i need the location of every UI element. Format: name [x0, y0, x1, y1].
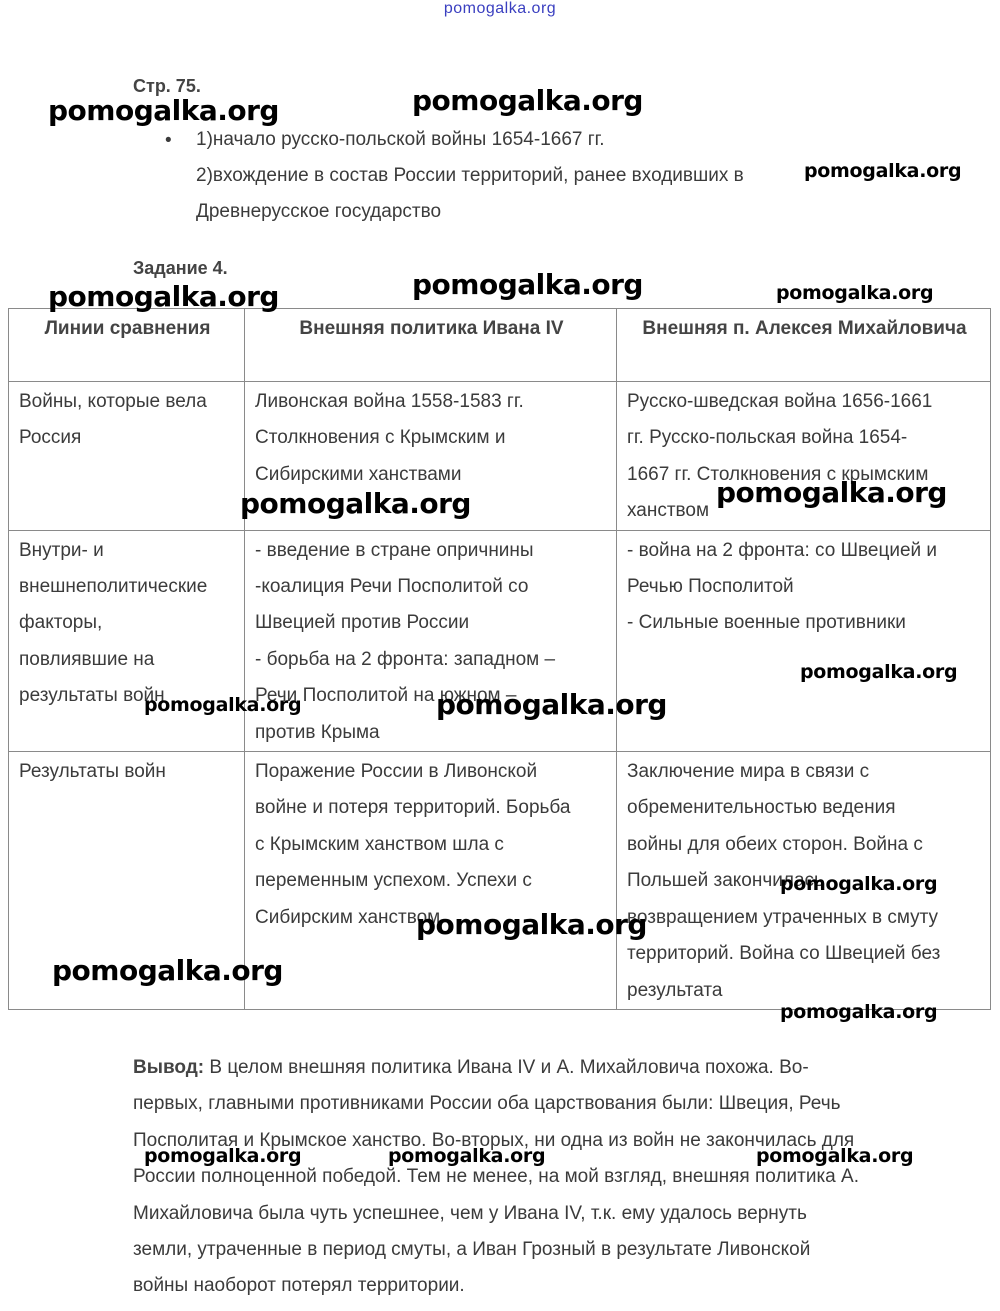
- conclusion-line: первых, главными противниками России оба царствования были: Швеция, Речь: [133, 1093, 841, 1115]
- list-line-2: 2)вхождение в состав России территорий, ранее входивших в: [196, 165, 744, 186]
- cell-line: Швецией против России: [255, 612, 470, 634]
- cell-line: Русско-шведская война 1656-1661: [627, 391, 933, 412]
- conclusion-line: России полноценной победой. Тем не менее, на мой взгляд, внешняя политика А.: [133, 1166, 859, 1188]
- cell-line: Внутри- и: [19, 539, 104, 561]
- row1-col1: [9, 382, 245, 531]
- watermark: pomogalka.org: [776, 282, 934, 304]
- cell-line: гг. Русско-польская война 1654-: [627, 427, 908, 449]
- cell-line: Польшей закончилась: [627, 870, 824, 892]
- conclusion-line: Михайловича была чуть успешнее, чем у Ивана IV, т.к. ему удалось вернуть: [133, 1202, 807, 1224]
- watermark: pomogalka.org: [48, 280, 279, 313]
- cell-line: территорий. Война со Швецией без: [627, 943, 941, 965]
- cell-line: переменным успехом. Успехи с: [255, 870, 532, 892]
- watermark: pomogalka.org: [716, 476, 947, 509]
- cell-line: результата: [627, 979, 723, 1001]
- cell-line: результаты войн: [19, 685, 165, 707]
- cell-line: внешнеполитические: [19, 576, 208, 598]
- header-alexei: Внешняя п. Алексея Михайловича: [617, 309, 991, 382]
- cell-line: - введение в стране опричнины: [255, 539, 534, 561]
- cell-line: Результаты войн: [19, 761, 166, 783]
- cell-line: против Крыма: [255, 721, 380, 743]
- conclusion-text: В целом внешняя политика Ивана IV и А. Михайловича похожа. Во-: [204, 1057, 809, 1078]
- cell-line: ханством: [627, 500, 710, 522]
- watermark: pomogalka.org: [780, 1001, 938, 1023]
- page-label: Стр. 75.: [133, 76, 201, 96]
- cell-line: возвращением утраченных в смуту: [627, 906, 939, 928]
- cell-line: войне и потеря территорий. Борьба: [255, 797, 571, 819]
- conclusion-line: Посполитая и Крымское ханство. Во-вторых, ни одна из войн не закончилась для: [133, 1129, 855, 1151]
- cell-line: Сибирскими ханствами: [255, 463, 462, 485]
- cell-line: Столкновения с Крымским и: [255, 427, 506, 449]
- watermark: pomogalka.org: [436, 688, 667, 721]
- cell-line: обременительностью ведения: [627, 797, 896, 819]
- watermark: pomogalka.org: [388, 1145, 546, 1167]
- task-label: Задание 4.: [133, 258, 228, 278]
- cell-line: 1667 гг. Столкновения с крымским: [627, 463, 929, 485]
- cell-line: Ливонская война 1558-1583 гг.: [255, 391, 524, 412]
- conclusion-paragraph: [133, 1050, 953, 1305]
- cell-line: Заключение мира в связи с: [627, 761, 870, 783]
- cell-line: -коалиция Речи Посполитой со: [255, 576, 529, 598]
- header-ivan-iv: Внешняя политика Ивана IV: [245, 309, 617, 382]
- table-header-row: [9, 309, 991, 382]
- watermark: pomogalka.org: [52, 954, 283, 987]
- cell-line: Россия: [19, 427, 82, 449]
- watermark: pomogalka.org: [240, 487, 471, 520]
- top-watermark: pomogalka.org: [443, 0, 557, 17]
- cell-line: - борьба на 2 фронта: западном –: [255, 648, 556, 670]
- watermark: pomogalka.org: [144, 694, 302, 716]
- row2-col1: [9, 530, 245, 751]
- watermark: pomogalka.org: [416, 908, 647, 941]
- watermark: pomogalka.org: [412, 84, 643, 117]
- cell-line: Поражение России в Ливонской: [255, 761, 538, 783]
- conclusion-label: Вывод:: [133, 1057, 205, 1078]
- header-comparison-lines: Линии сравнения: [9, 309, 245, 382]
- watermark: pomogalka.org: [756, 1145, 914, 1167]
- row3-col2: [245, 752, 617, 1010]
- cell-line: повлиявшие на: [19, 648, 155, 670]
- conclusion-line: [133, 1050, 953, 1086]
- conclusion-line: войны наоборот потерял территории.: [133, 1275, 465, 1297]
- comparison-table: [8, 308, 991, 1010]
- cell-line: - война на 2 фронта: со Швецией и: [627, 539, 938, 561]
- watermark: pomogalka.org: [144, 1145, 302, 1167]
- cell-line: - Сильные военные противники: [627, 612, 906, 634]
- cell-line: Речи Посполитой на южном –: [255, 685, 517, 707]
- cell-line: Сибирским ханством: [255, 906, 441, 928]
- watermark: pomogalka.org: [48, 94, 279, 127]
- list-line-1: 1)начало русско-польской войны 1654-1667 гг.: [196, 129, 605, 150]
- bullet-dot: •: [165, 130, 172, 151]
- watermark: pomogalka.org: [780, 873, 938, 895]
- cell-line: факторы,: [19, 612, 103, 634]
- list-line-3: Древнерусское государство: [196, 201, 442, 222]
- watermark: pomogalka.org: [412, 268, 643, 301]
- cell-line: войны для обеих сторон. Война с: [627, 833, 923, 855]
- row2-col3: [617, 530, 991, 751]
- conclusion-line: земли, утраченные в период смуты, а Иван Грозный в результате Ливонской: [133, 1239, 811, 1261]
- cell-line: Войны, которые вела: [19, 391, 207, 412]
- watermark: pomogalka.org: [800, 661, 958, 683]
- cell-line: с Крымским ханством шла с: [255, 833, 504, 855]
- cell-line: Речью Посполитой: [627, 576, 794, 598]
- watermark: pomogalka.org: [804, 160, 962, 182]
